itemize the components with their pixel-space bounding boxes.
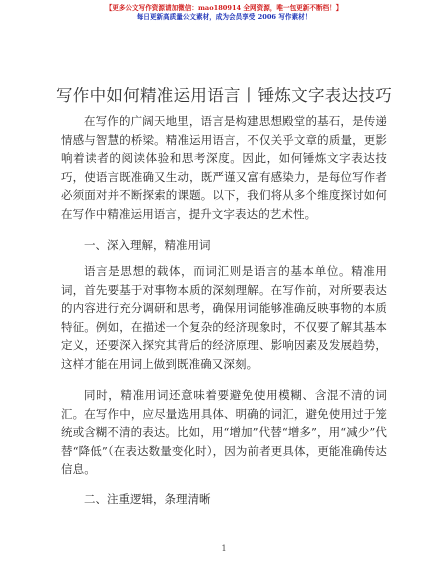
intro-paragraph: 在写作的广阔天地里，语言是构建思想殿堂的基石，是传递情感与智慧的桥梁。精准运用语言，不仅关乎文章的质量，更影响着读者的阅读体验和思考深度。因此，如何锤炼文字表达技巧，使语言既准确又生动，既严谨又富有感染力，是每位写作者必须面对并不断探索的课题。以下，我们将从多个维度探讨如何在写作中精准运用语言，提升文字表达的艺术性。 [61,114,387,221]
header-banner [0,4,448,22]
section-heading-2: 二、注重逻辑，条理清晰 [84,492,211,506]
body-paragraph-2: 同时，精准用词还意味着要避免使用模糊、含混不清的词汇。在写作中，应尽量选用具体、明确的词汇，避免使用过于笼统或含糊不清的表达。比如，用“增加”代替“增多”，用“减少”代替“降低”（在表达数量变化时），因为前者更具体，更能准确传达信息。 [61,388,387,477]
document-title: 写作中如何精准运用语言丨锤炼文字表达技巧 [56,86,392,105]
banner-line-1: 【更多公文写作资源请加微信：mao180914 全网资源，唯一包更新不断档！】 [105,4,343,12]
body-paragraph-1: 语言是思想的载体，而词汇则是语言的基本单位。精准用词，首先要基于对事物本质的深刻理解。在写作前，对所要表达的内容进行充分调研和思考，确保用词能够准确反映事物的本质特征。例如，在描述一个复杂的经济现象时，不仅要了解其基本定义，还要深入探究其背后的经济原理、影响因素及发展趋势，这样才能在用词上做到既准确又深刻。 [61,264,387,371]
banner-line-2: 每日更新高质量公文素材，成为会员享受 2006 写作素材！ [136,13,312,21]
section-heading-1: 一、深入理解，精准用词 [84,238,211,252]
page-number: 1 [221,544,227,553]
